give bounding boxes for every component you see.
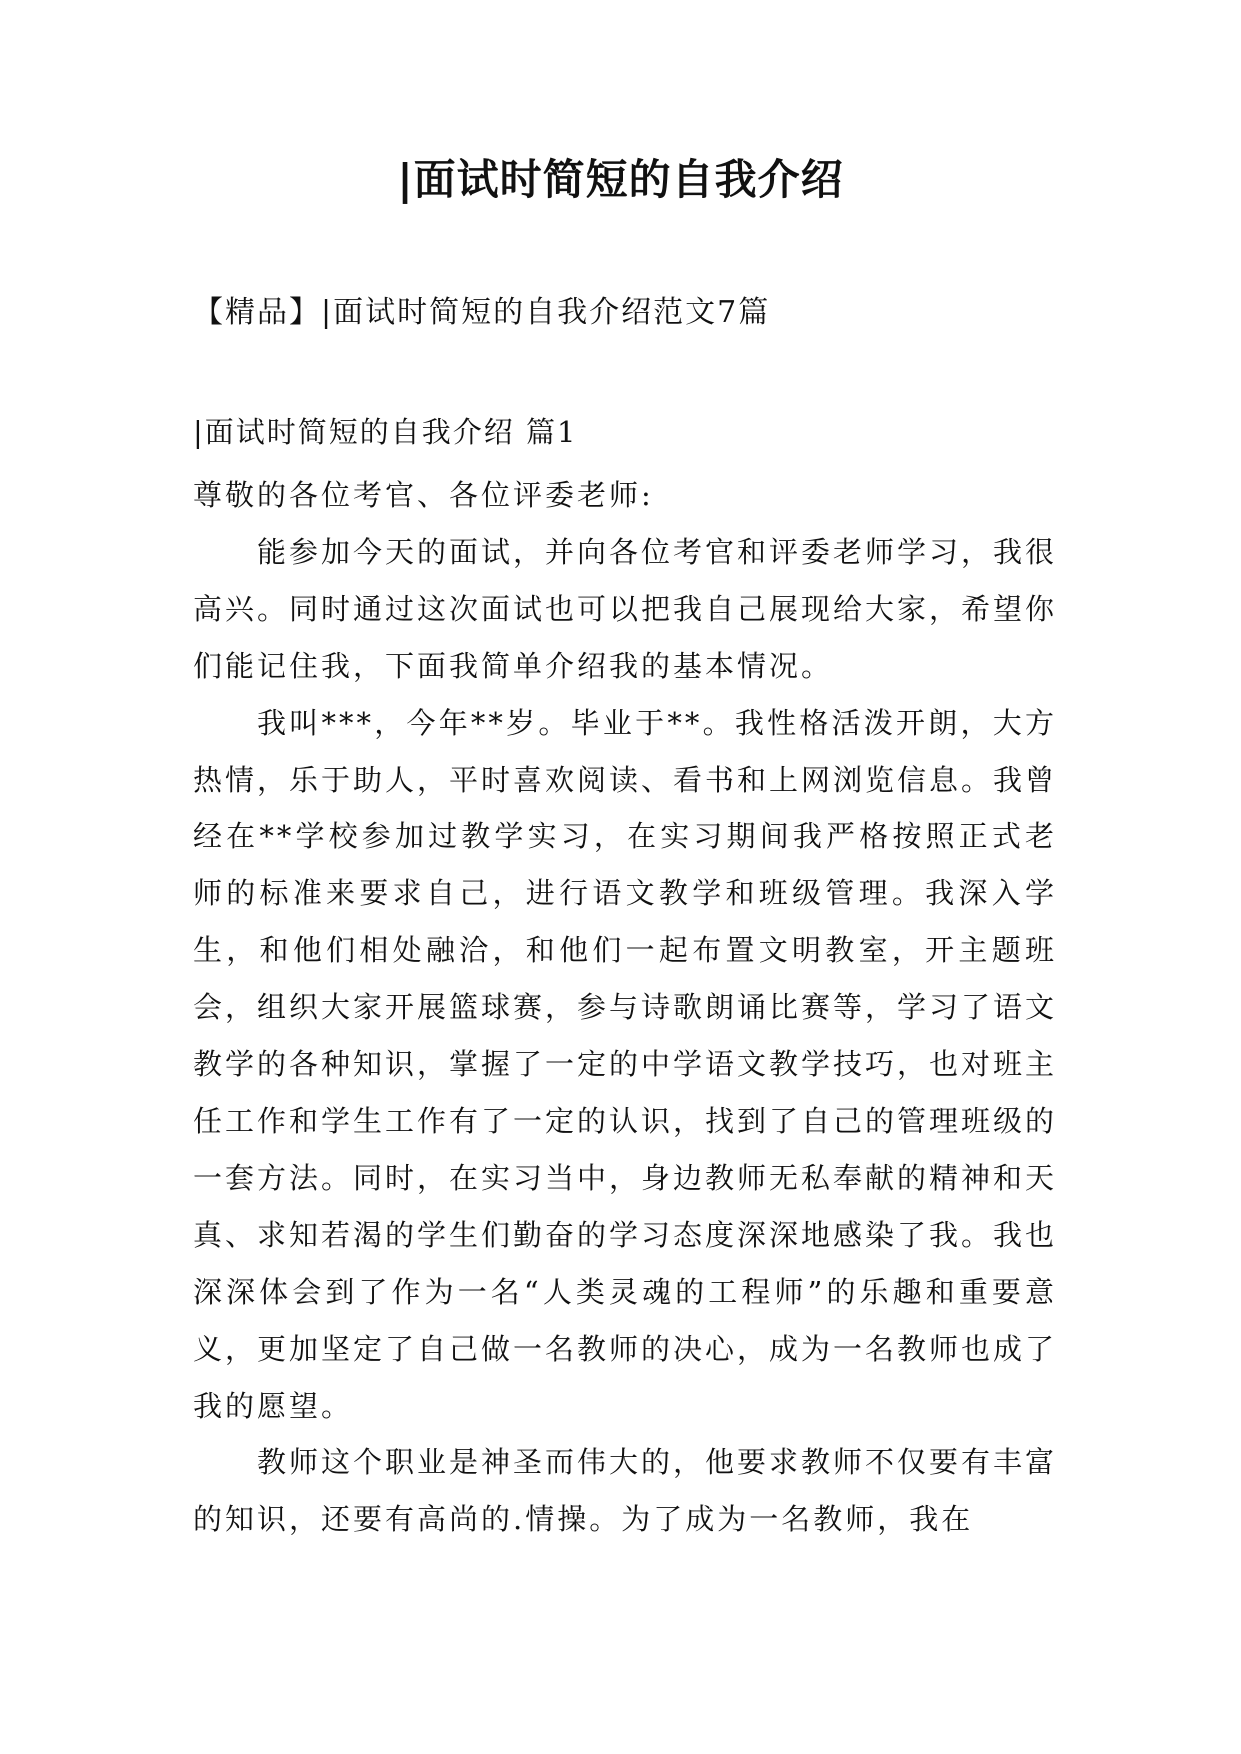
body-paragraph: 能参加今天的面试，并向各位考官和评委老师学习，我很高兴。同时通过这次面试也可以把我自己展现给大家，希望你们能记住我，下面我简单介绍我的基本情况。 — [193, 534, 1058, 683]
document-subtitle: 【精品】|面试时简短的自我介绍范文7篇 — [193, 295, 771, 330]
salutation-paragraph: 尊敬的各位考官、各位评委老师: — [193, 478, 654, 512]
document-title: |面试时简短的自我介绍 — [397, 155, 844, 204]
body-paragraph: 我叫***，今年**岁。毕业于**。我性格活泼开朗，大方热情，乐于助人，平时喜欢阅读、看书和上网浏览信息。我曾经在**学校参加过教学实习，在实习期间我严格按照正式老师的标准来要求自己，进行语文教学和班级管理。我深入学生，和他们相处融洽，和他们一起布置文明教室，开主题班会，组织大家开展篮球赛，参与诗歌朗诵比赛等，学习了语文教学的各种知识，掌握了一定的中学语文教学技巧，也对班主任工作和学生工作有了一定的认识，找到了自己的管理班级的一套方法。同时，在实习当中，身边教师无私奉献的精神和天真、求知若渴的学生们勤奋的学习态度深深地感染了我。我也深深体会到了作为一名“人类灵魂的工程师”的乐趣和重要意义，更加坚定了自己做一名教师的决心，成为一名教师也成了我的愿望。 — [193, 705, 1058, 1423]
body-text — [193, 467, 1057, 1548]
body-paragraph: 教师这个职业是神圣而伟大的，他要求教师不仅要有丰富的知识，还要有高尚的.情操。为了成为一名教师，我在 — [193, 1445, 1058, 1537]
section-heading: |面试时简短的自我介绍 篇1 — [193, 415, 578, 449]
